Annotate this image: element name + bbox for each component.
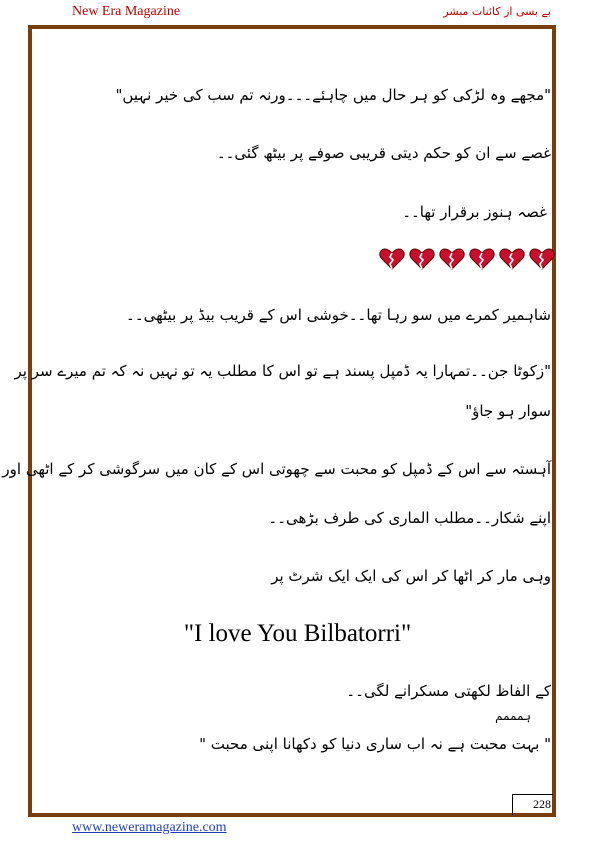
text-line-12: " بہت محبت ہے نہ اب ساری دنیا کو دکھانا اپنی محبت " <box>199 735 551 753</box>
text-line-8: اپنے شکار۔۔مطلب الماری کی طرف بڑھی۔۔ <box>268 509 551 527</box>
text-line-2: غصے سے ان کو حکم دیتی قریبی صوفے پر بیٹھ گئی۔۔ <box>216 144 551 162</box>
broken-hearts-divider <box>379 247 555 271</box>
broken-heart-icon <box>409 247 435 271</box>
novel-title: بے بسی از کائنات مبشر <box>443 5 551 18</box>
broken-heart-icon <box>379 247 405 271</box>
magazine-name: New Era Magazine <box>72 4 181 19</box>
text-line-3: غصہ ہنوز برقرار تھا۔۔ <box>402 203 547 221</box>
text-line-10: کے الفاظ لکھتی مسکرانے لگی۔۔ <box>346 682 551 700</box>
broken-heart-icon <box>529 247 555 271</box>
text-line-4: شاہمیر کمرے میں سو رہا تھا۔۔خوشی اس کے قریب بیڈ پر بیٹھی۔۔ <box>126 306 551 324</box>
page-number-box <box>512 794 553 815</box>
page-number: 228 <box>533 797 551 811</box>
broken-heart-icon <box>439 247 465 271</box>
text-line-7: آہستہ سے اس کے ڈمپل کو محبت سے چھوتی اس کے کان میں سرگوشی کر کے اٹھی اور <box>2 460 551 478</box>
text-line-5: "زکوٹا جن۔۔تمہارا یہ ڈمپل پسند ہے تو اس کا مطلب یہ تو نہیں نہ کہ تم میرے سر پر <box>14 362 551 380</box>
text-line-9: وہی مار کر اٹھا کر اس کی ایک ایک شرٹ پر <box>271 567 551 585</box>
text-line-11: ہمممم <box>495 709 531 723</box>
footer-link[interactable]: www.neweramagazine.com <box>72 820 227 835</box>
english-quote: "I love You Bilbatorri" <box>183 620 412 647</box>
text-line-1: "مجھے وہ لڑکی کو ہر حال میں چاہئے۔۔۔ورنہ تم سب کی خیر نہیں" <box>115 86 551 104</box>
broken-heart-icon <box>499 247 525 271</box>
broken-heart-icon <box>469 247 495 271</box>
text-line-6: سوار ہو جاؤ" <box>465 402 551 420</box>
